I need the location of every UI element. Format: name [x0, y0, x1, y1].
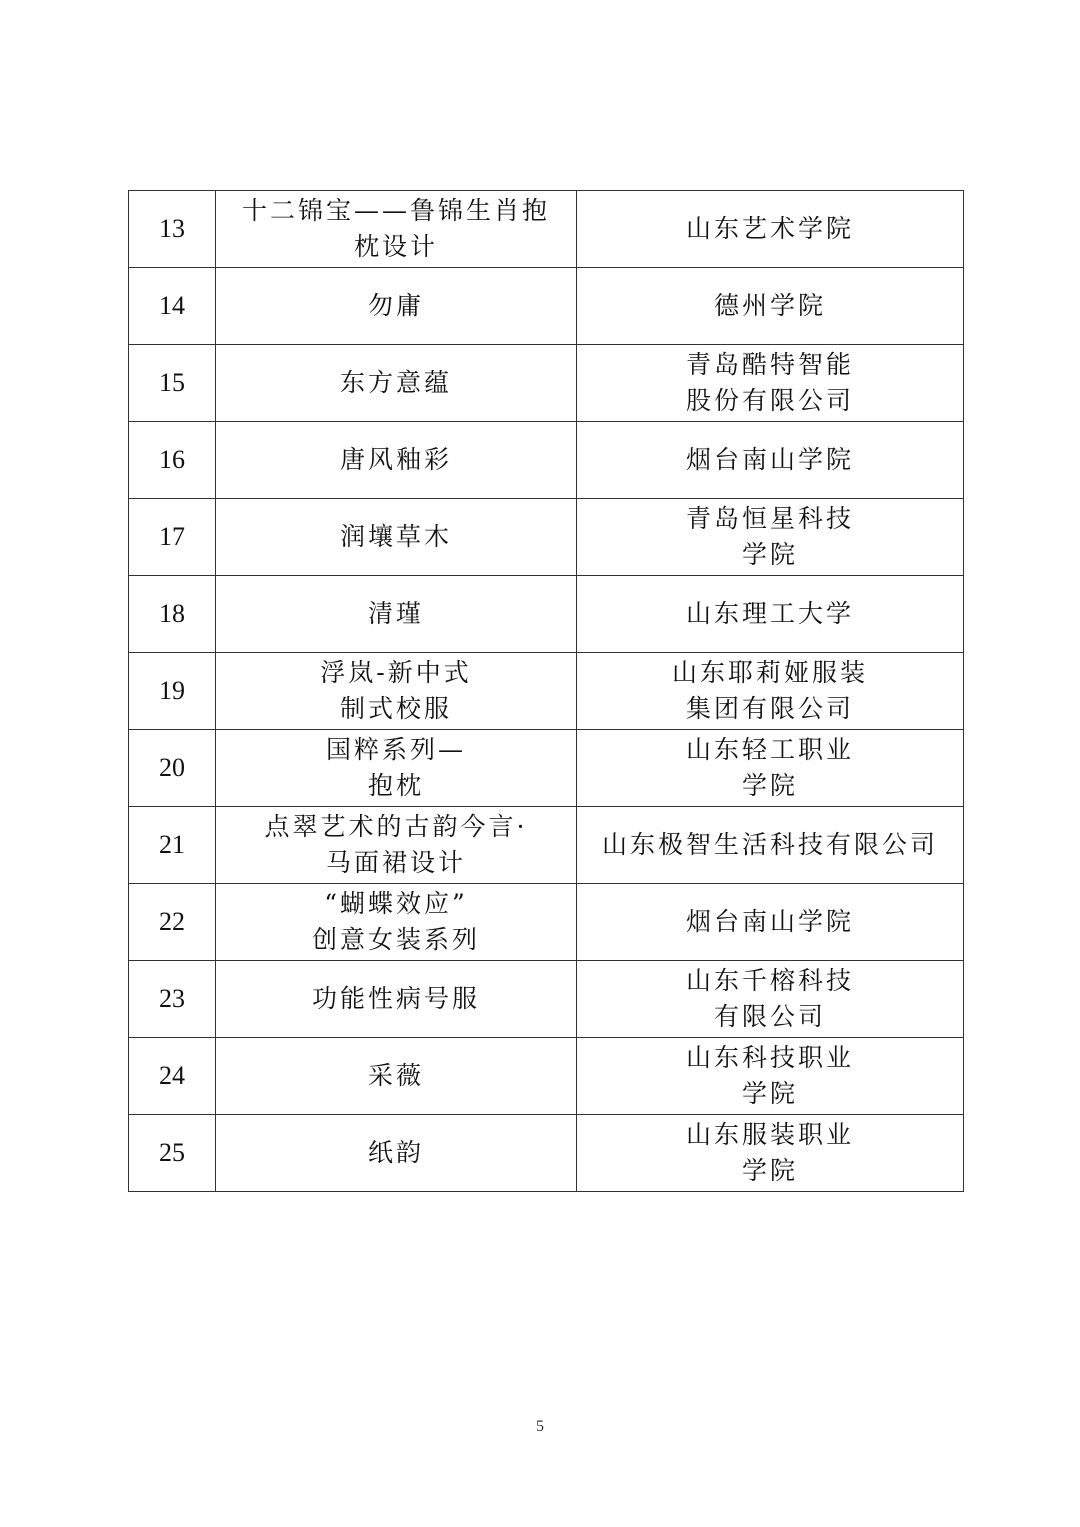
- work-name-text: 勿庸: [367, 291, 424, 320]
- organization-cell: [577, 499, 964, 576]
- row-number-cell: [129, 884, 216, 961]
- work-name-text: 唐风釉彩: [339, 445, 452, 474]
- organization-cell: [577, 1038, 964, 1115]
- organization-cell: [577, 884, 964, 961]
- work-name-cell: [216, 884, 577, 961]
- table-row: [129, 961, 964, 1038]
- work-name-text: 功能性病号服: [311, 984, 480, 1013]
- organization-cell: [577, 730, 964, 807]
- row-number-cell: [129, 576, 216, 653]
- table-row: [129, 576, 964, 653]
- organization-text: 烟台南山学院: [685, 907, 854, 936]
- work-name-cell: [216, 191, 577, 268]
- work-name-cell: [216, 499, 577, 576]
- table-row: [129, 268, 964, 345]
- row-number-text: 19: [159, 676, 185, 705]
- organization-text: 山东理工大学: [685, 599, 854, 628]
- row-number-text: 23: [159, 984, 185, 1013]
- organization-text: 山东千榕科技 有限公司: [685, 966, 854, 1031]
- table-row: [129, 653, 964, 730]
- work-name-cell: [216, 961, 577, 1038]
- work-name-text: 东方意蕴: [339, 368, 452, 397]
- work-name-text: 点翠艺术的古韵今言· 马面裙设计: [264, 812, 528, 877]
- organization-cell: [577, 345, 964, 422]
- row-number-text: 14: [159, 291, 185, 320]
- table-body: [129, 191, 964, 1192]
- row-number-cell: [129, 268, 216, 345]
- row-number-text: 22: [159, 907, 185, 936]
- work-name-text: 国粹系列— 抱枕: [325, 735, 466, 800]
- work-name-cell: [216, 730, 577, 807]
- row-number-cell: [129, 422, 216, 499]
- work-name-text: 清瑾: [367, 599, 424, 628]
- work-name-cell: [216, 576, 577, 653]
- work-name-text: 采薇: [367, 1061, 424, 1090]
- work-name-cell: [216, 807, 577, 884]
- work-name-text: “蝴蝶效应” 创意女装系列: [311, 889, 480, 954]
- row-number-text: 13: [159, 214, 185, 243]
- work-name-cell: [216, 1115, 577, 1192]
- work-name-text: 纸韵: [367, 1138, 424, 1167]
- table-row: [129, 807, 964, 884]
- row-number-text: 25: [159, 1138, 185, 1167]
- work-name-text: 润壤草木: [339, 522, 452, 551]
- organization-text: 山东轻工职业 学院: [685, 735, 854, 800]
- organization-cell: [577, 576, 964, 653]
- table-row: [129, 191, 964, 268]
- row-number-cell: [129, 1115, 216, 1192]
- organization-cell: [577, 191, 964, 268]
- organization-cell: [577, 422, 964, 499]
- row-number-text: 15: [159, 368, 185, 397]
- table-row: [129, 499, 964, 576]
- table-row: [129, 1038, 964, 1115]
- organization-text: 青岛恒星科技 学院: [685, 504, 854, 569]
- organization-text: 山东极智生活科技有限公司: [601, 830, 938, 859]
- organization-text: 青岛酷特智能 股份有限公司: [685, 350, 854, 415]
- work-name-text: 十二锦宝——鲁锦生肖抱 枕设计: [241, 196, 550, 261]
- table-row: [129, 345, 964, 422]
- work-name-cell: [216, 1038, 577, 1115]
- work-name-text: 浮岚-新中式 制式校服: [320, 658, 472, 723]
- organization-text: 山东服装职业 学院: [685, 1120, 854, 1185]
- row-number-text: 17: [159, 522, 185, 551]
- organization-text: 山东科技职业 学院: [685, 1043, 854, 1108]
- organization-cell: [577, 653, 964, 730]
- row-number-text: 24: [159, 1061, 185, 1090]
- organization-cell: [577, 268, 964, 345]
- row-number-text: 18: [159, 599, 185, 628]
- organization-cell: [577, 807, 964, 884]
- organization-text: 德州学院: [713, 291, 826, 320]
- organization-text: 山东耶莉娅服装 集团有限公司: [671, 658, 868, 723]
- row-number-text: 16: [159, 445, 185, 474]
- row-number-cell: [129, 499, 216, 576]
- organization-cell: [577, 1115, 964, 1192]
- table-row: [129, 422, 964, 499]
- row-number-cell: [129, 191, 216, 268]
- table-row: [129, 1115, 964, 1192]
- row-number-text: 20: [159, 753, 185, 782]
- row-number-cell: [129, 730, 216, 807]
- row-number-cell: [129, 653, 216, 730]
- table-row: [129, 730, 964, 807]
- work-name-cell: [216, 653, 577, 730]
- award-list-table: [128, 190, 964, 1192]
- work-name-cell: [216, 345, 577, 422]
- work-name-cell: [216, 268, 577, 345]
- organization-cell: [577, 961, 964, 1038]
- row-number-cell: [129, 807, 216, 884]
- work-name-cell: [216, 422, 577, 499]
- row-number-text: 21: [159, 830, 185, 859]
- table-row: [129, 884, 964, 961]
- row-number-cell: [129, 961, 216, 1038]
- organization-text: 烟台南山学院: [685, 445, 854, 474]
- page-number: 5: [536, 1418, 544, 1435]
- row-number-cell: [129, 345, 216, 422]
- organization-text: 山东艺术学院: [685, 214, 854, 243]
- row-number-cell: [129, 1038, 216, 1115]
